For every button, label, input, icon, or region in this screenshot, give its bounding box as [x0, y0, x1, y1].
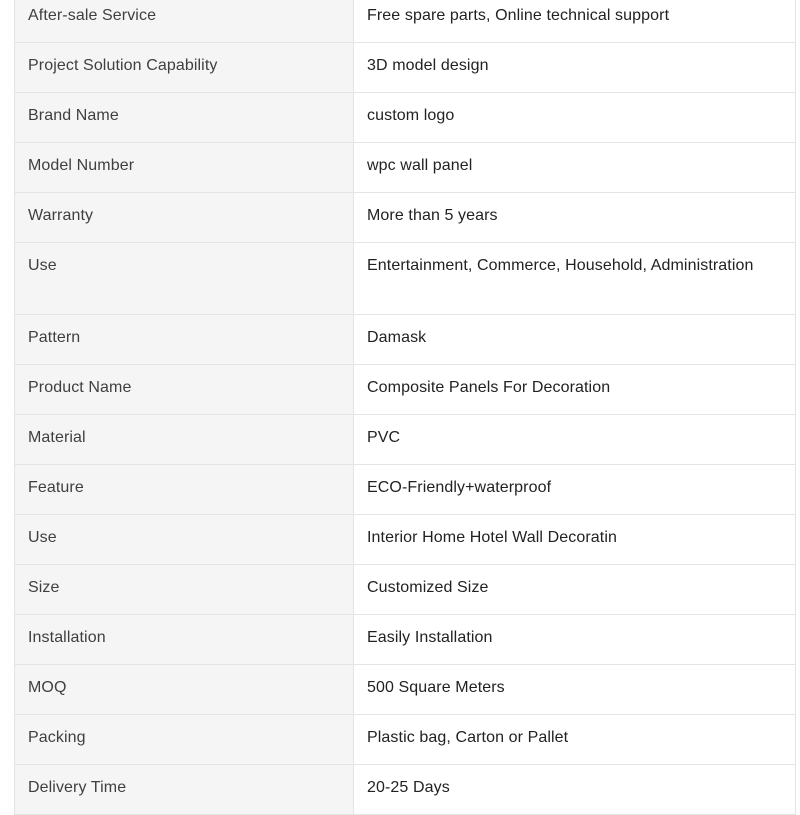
table-row: [15, 365, 796, 415]
spec-label: Installation: [15, 615, 354, 665]
table-row: [15, 715, 796, 765]
spec-value: 3D model design: [354, 43, 796, 93]
table-row: [15, 565, 796, 615]
table-row: [15, 415, 796, 465]
table-row: [15, 315, 796, 365]
spec-value: Composite Panels For Decoration: [354, 365, 796, 415]
table-row: [15, 93, 796, 143]
table-row: [15, 243, 796, 315]
spec-label: Model Number: [15, 143, 354, 193]
spec-value: Plastic bag, Carton or Pallet: [354, 715, 796, 765]
spec-value: Free spare parts, Online technical support: [354, 0, 796, 43]
table-row: [15, 615, 796, 665]
spec-label: Pattern: [15, 315, 354, 365]
spec-label: Delivery Time: [15, 765, 354, 815]
spec-value: More than 5 years: [354, 193, 796, 243]
spec-value: PVC: [354, 415, 796, 465]
table-row: [15, 43, 796, 93]
spec-label: Brand Name: [15, 93, 354, 143]
spec-value: wpc wall panel: [354, 143, 796, 193]
spec-label: Product Name: [15, 365, 354, 415]
table-row: [15, 765, 796, 815]
spec-label: Size: [15, 565, 354, 615]
spec-value: Interior Home Hotel Wall Decoratin: [354, 515, 796, 565]
table-row: [15, 143, 796, 193]
spec-value: Easily Installation: [354, 615, 796, 665]
spec-label: After-sale Service: [15, 0, 354, 43]
spec-label: Warranty: [15, 193, 354, 243]
spec-value: Entertainment, Commerce, Household, Administration: [354, 243, 796, 315]
spec-label: Feature: [15, 465, 354, 515]
spec-label: Material: [15, 415, 354, 465]
table-row: [15, 193, 796, 243]
spec-value: ECO-Friendly+waterproof: [354, 465, 796, 515]
spec-label: MOQ: [15, 665, 354, 715]
spec-value: Customized Size: [354, 565, 796, 615]
spec-value: 20-25 Days: [354, 765, 796, 815]
table-row: [15, 0, 796, 43]
spec-value: custom logo: [354, 93, 796, 143]
table-row: [15, 515, 796, 565]
spec-value: 500 Square Meters: [354, 665, 796, 715]
spec-label: Packing: [15, 715, 354, 765]
spec-label: Use: [15, 243, 354, 315]
spec-value: Damask: [354, 315, 796, 365]
spec-label: Use: [15, 515, 354, 565]
specifications-table: [14, 0, 796, 815]
spec-label: Project Solution Capability: [15, 43, 354, 93]
table-row: [15, 665, 796, 715]
table-row: [15, 465, 796, 515]
